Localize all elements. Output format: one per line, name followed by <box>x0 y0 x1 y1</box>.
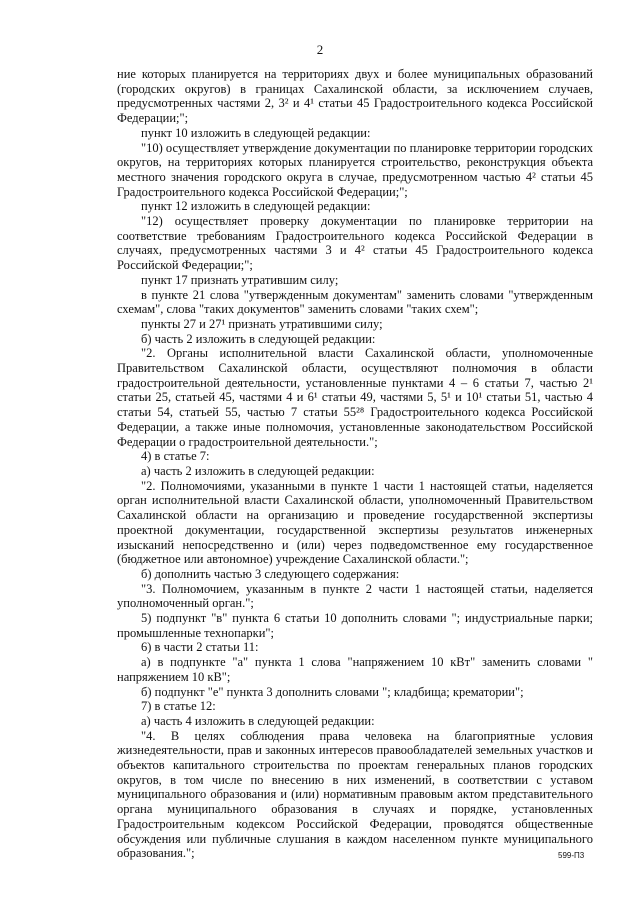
paragraph-point-12-text: "12) осуществляет проверку документации по планировке территории на соответствие требованиям Градостроительного кодекса Российской Федерации в случаях, предусмотренных частями 3 и 4² статьи 45 Градостроительного кодекса Российской Федерации;"; <box>117 214 593 273</box>
paragraph-point-10-text: "10) осуществляет утверждение документации по планировке территории городских округов, на территориях которых планируется строительство, реконструкция объекта местного значения городского округа в случае, предусмотренном частью 4² статьи 45 Градостроительного кодекса Российской Федерации;"; <box>117 140 593 199</box>
document-code: 599-П3 <box>558 851 585 860</box>
paragraph-article-10: 5) подпункт "в" пункта 6 статьи 10 дополнить словами "; индустриальные парки; промышленные технопарки"; <box>117 611 593 640</box>
paragraph-article-7: 4) в статье 7: <box>141 449 210 464</box>
paragraph-point-10-instruction: пункт 10 изложить в следующей редакции: <box>141 125 371 140</box>
paragraph-point-17: пункт 17 признать утратившим силу; <box>141 272 339 287</box>
paragraph-article-12-part-4-text: "4. В целях соблюдения права человека на благоприятные условия жизнедеятельности, прав и законных интересов правообладателей земельных участков и объектов капитального строительства по проектам генеральных планов городских округов, в том числе по внесению в них изменений, в соответствии с уставом муниципального образования и (или) нормативным правовым актом представительного органа муниципального образования в случаях и порядке, установленных Градостроительным кодексом Российской Федерации, проводятся общественные обсуждения или публичные слушания в каждом населенном пункте муниципального образования."; <box>117 728 593 861</box>
document-body <box>117 67 593 861</box>
paragraph-article-12-part-4-instruction: а) часть 4 изложить в следующей редакции: <box>141 713 375 728</box>
paragraph-points-27: пункты 27 и 27¹ признать утратившими силу; <box>141 316 383 331</box>
paragraph-article-11-a: а) в подпункте "а" пункта 1 слова "напряжением 10 кВт" заменить словами " напряжением 10 кВ"; <box>117 655 593 684</box>
paragraph-article-11: 6) в части 2 статьи 11: <box>141 640 259 655</box>
paragraph-point-12-instruction: пункт 12 изложить в следующей редакции: <box>141 199 371 214</box>
paragraph-part-2-text: "2. Органы исполнительной власти Сахалинской области, уполномоченные Правительством Сахалинской области, осуществляют полномочия в области градостроительной деятельности, установленные пунктами 4 – 6 статьи 7, частью 2¹ статьи 25, статьей 45, частями 4 и 6¹ статьи 49, частями 5, 5¹ и 10¹ статьи 51, частью 4 статьи 54, статьей 55, частью 7 статьи 55²⁸ Градостроительного кодекса Российской Федерации, а также иные полномочия, установленные законодательством Российской Федерации о градостроительной деятельности."; <box>117 346 593 449</box>
paragraph-article-11-b: б) подпункт "е" пункта 3 дополнить словами "; кладбища; крематории"; <box>141 684 524 699</box>
paragraph-article-7-part-2-instruction: а) часть 2 изложить в следующей редакции: <box>141 463 375 478</box>
paragraph-article-7-part-2-text: "2. Полномочиями, указанными в пункте 1 части 1 настоящей статьи, наделяется орган исполнительной власти Сахалинской области, уполномоченный Правительством Сахалинской области на организацию и проведение государственной экспертизы проектной документации, государственной экспертизы результатов инженерных изысканий непосредственно и (или) через подведомственное ему государственное (бюджетное или автономное) учреждение Сахалинской области."; <box>117 478 593 567</box>
paragraph-article-7-part-3-text: "3. Полномочием, указанным в пункте 2 части 1 настоящей статьи, наделяется уполномоченный орган."; <box>117 581 593 611</box>
paragraph-article-7-part-3-instruction: б) дополнить частью 3 следующего содержания: <box>141 566 400 581</box>
page-number: 2 <box>316 42 324 57</box>
paragraph-part-2-instruction: б) часть 2 изложить в следующей редакции: <box>141 331 376 346</box>
paragraph-continuation: ние которых планируется на территориях двух и более муниципальных образований (городских округов) в границах Сахалинской области, за исключением случаев, предусмотренных частями 2, 3² и 4¹ статьи 45 Градостроительного кодекса Российской Федерации;"; <box>117 67 593 126</box>
paragraph-article-12: 7) в статье 12: <box>141 699 216 714</box>
paragraph-point-21: в пункте 21 слова "утвержденным документам" заменить словами "утвержденным схемам", слова "таких документов" заменить словами "таких схем"; <box>117 287 593 317</box>
